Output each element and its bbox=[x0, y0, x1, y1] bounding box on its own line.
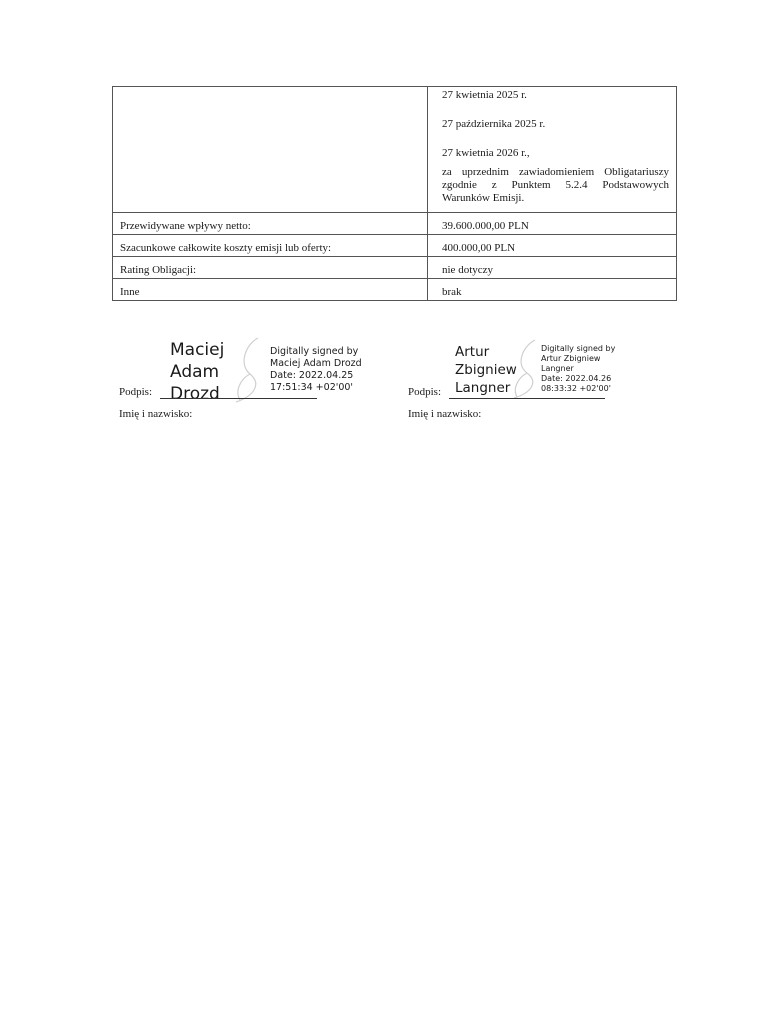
signature-info-line: Digitally signed by bbox=[270, 346, 359, 357]
signer-name-line: Adam bbox=[170, 362, 220, 382]
signer-name bbox=[170, 339, 224, 405]
signature-info-line: Langner bbox=[541, 364, 574, 373]
signature-flourish-icon bbox=[228, 334, 268, 406]
row-label: Szacunkowe całkowite koszty emisji lub oferty: bbox=[113, 235, 428, 257]
signer-name-line: Artur bbox=[455, 344, 490, 360]
table-row bbox=[113, 213, 677, 235]
table-row bbox=[113, 87, 677, 213]
signer-name-line: Maciej bbox=[170, 340, 225, 360]
table-cell-empty bbox=[113, 87, 428, 213]
signature-info-line: 17:51:34 +02'00' bbox=[270, 382, 354, 393]
row-value: 400.000,00 PLN bbox=[428, 235, 677, 257]
name-label: Imię i nazwisko: bbox=[119, 408, 193, 420]
redemption-date: 27 kwietnia 2025 r. bbox=[442, 89, 527, 101]
signature-info-line: Digitally signed by bbox=[541, 344, 616, 353]
redemption-date: 27 października 2025 r. bbox=[442, 118, 546, 130]
redemption-note: za uprzednim zawiadomieniem Obligatariuszy zgodnie z Punktem 5.2.4 Podstawowych Warunków Emisji. bbox=[442, 166, 669, 204]
signature-info bbox=[541, 344, 615, 394]
signature-line bbox=[449, 398, 605, 399]
signer-name-line: Zbigniew bbox=[455, 362, 517, 378]
podpis-label: Podpis: bbox=[408, 386, 442, 398]
signature-line bbox=[160, 398, 317, 399]
row-value: 39.600.000,00 PLN bbox=[428, 213, 677, 235]
row-label: Rating Obligacji: bbox=[113, 257, 428, 279]
offer-details-table bbox=[112, 86, 677, 301]
signature-info bbox=[270, 346, 362, 394]
table-row bbox=[113, 279, 677, 301]
signature-info-line: Date: 2022.04.26 bbox=[541, 374, 612, 383]
row-label: Przewidywane wpływy netto: bbox=[113, 213, 428, 235]
signature-info-line: 08:33:32 +02'00' bbox=[541, 384, 611, 393]
signature-info-line: Artur Zbigniew bbox=[541, 354, 601, 363]
signer-name-line: Drozd bbox=[170, 384, 220, 404]
signer-name-line: Langner bbox=[455, 380, 511, 396]
redemption-date: 27 kwietnia 2026 r., bbox=[442, 147, 530, 159]
table-row bbox=[113, 257, 677, 279]
redemption-dates-cell bbox=[428, 87, 677, 213]
podpis-label: Podpis: bbox=[119, 386, 153, 398]
name-label: Imię i nazwisko: bbox=[408, 408, 482, 420]
signature-info-line: Maciej Adam Drozd bbox=[270, 358, 362, 369]
row-value: nie dotyczy bbox=[428, 257, 677, 279]
signer-name bbox=[455, 343, 517, 397]
table-row bbox=[113, 235, 677, 257]
row-value: brak bbox=[428, 279, 677, 301]
signature-info-line: Date: 2022.04.25 bbox=[270, 370, 354, 381]
row-label: Inne bbox=[113, 279, 428, 301]
